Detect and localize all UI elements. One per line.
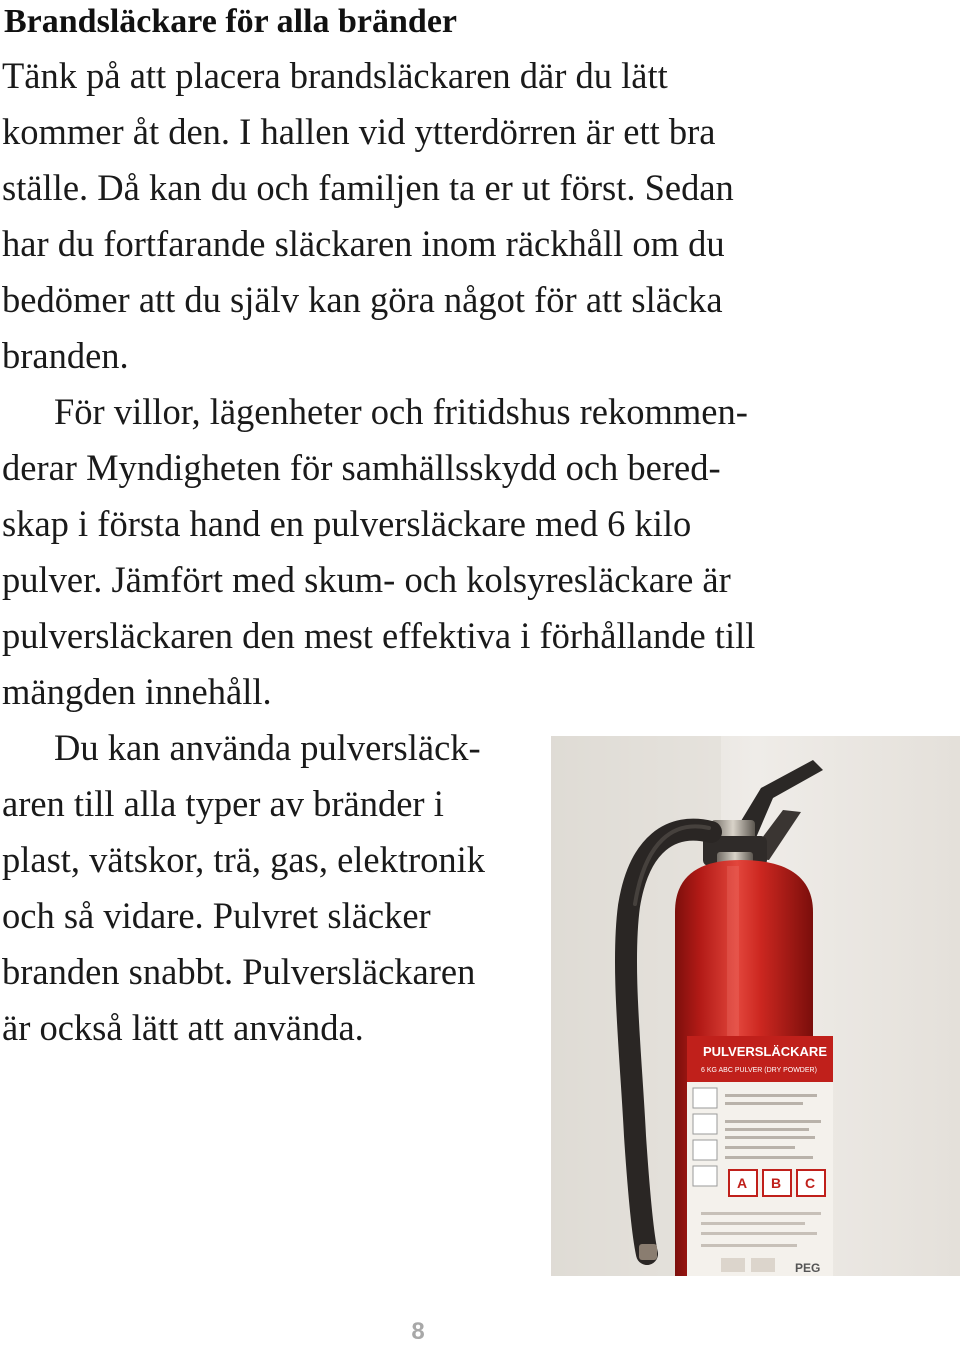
class-b-letter: B <box>771 1175 782 1191</box>
paragraph-usage <box>2 720 485 1056</box>
text-line: kommer åt den. I hallen vid ytterdörren är ett bra <box>2 111 716 152</box>
text-line: Tänk på att placera brandsläckaren där du lätt <box>2 55 668 96</box>
text-line: branden snabbt. Pulversläckaren <box>2 951 476 992</box>
text-line: plast, vätskor, trä, gas, elektronik <box>2 839 486 880</box>
label-title: PULVERSLÄCKARE <box>703 1044 827 1059</box>
text-line: och så vidare. Pulvret släcker <box>2 895 431 936</box>
text-line: bedömer att du själv kan göra något för att släcka <box>2 279 723 320</box>
text-line: Du kan använda pulversläck- <box>54 727 481 768</box>
text-line: pulversläckaren den mest effektiva i förhållande till <box>2 615 756 656</box>
text-line: För villor, lägenheter och fritidshus rekommen- <box>54 391 748 432</box>
text-line: derar Myndigheten för samhällsskydd och bered- <box>2 447 721 488</box>
page-heading: Brandsläckare för alla bränder <box>4 3 458 40</box>
text-line: mängden innehåll. <box>2 671 272 712</box>
class-a-letter: A <box>737 1175 748 1191</box>
text-line: har du fortfarande släckaren inom räckhåll om du <box>2 223 725 264</box>
text-line: är också lätt att använda. <box>2 1007 364 1048</box>
fire-class-b-icon <box>763 1170 791 1196</box>
paragraph-placement <box>2 48 734 384</box>
text-line: branden. <box>2 335 129 376</box>
class-c-letter: C <box>805 1175 816 1191</box>
page-number: 8 <box>411 1318 425 1345</box>
paragraph-recommendation <box>2 384 755 720</box>
text-line: pulver. Jämfört med skum- och kolsyresläckare är <box>2 559 731 600</box>
fire-extinguisher-photo <box>551 736 960 1276</box>
fire-extinguisher-illustration <box>551 736 960 1276</box>
text-line: skap i första hand en pulversläckare med 6 kilo <box>2 503 692 544</box>
text-line: aren till alla typer av bränder i <box>2 783 444 824</box>
fire-class-c-icon <box>797 1170 825 1196</box>
text-line: ställe. Då kan du och familjen ta er ut först. Sedan <box>2 167 734 208</box>
label-subtitle: 6 KG ABC PULVER (DRY POWDER) <box>701 1067 817 1074</box>
brand-logo: PEG <box>795 1261 821 1275</box>
fire-class-a-icon <box>729 1170 757 1196</box>
